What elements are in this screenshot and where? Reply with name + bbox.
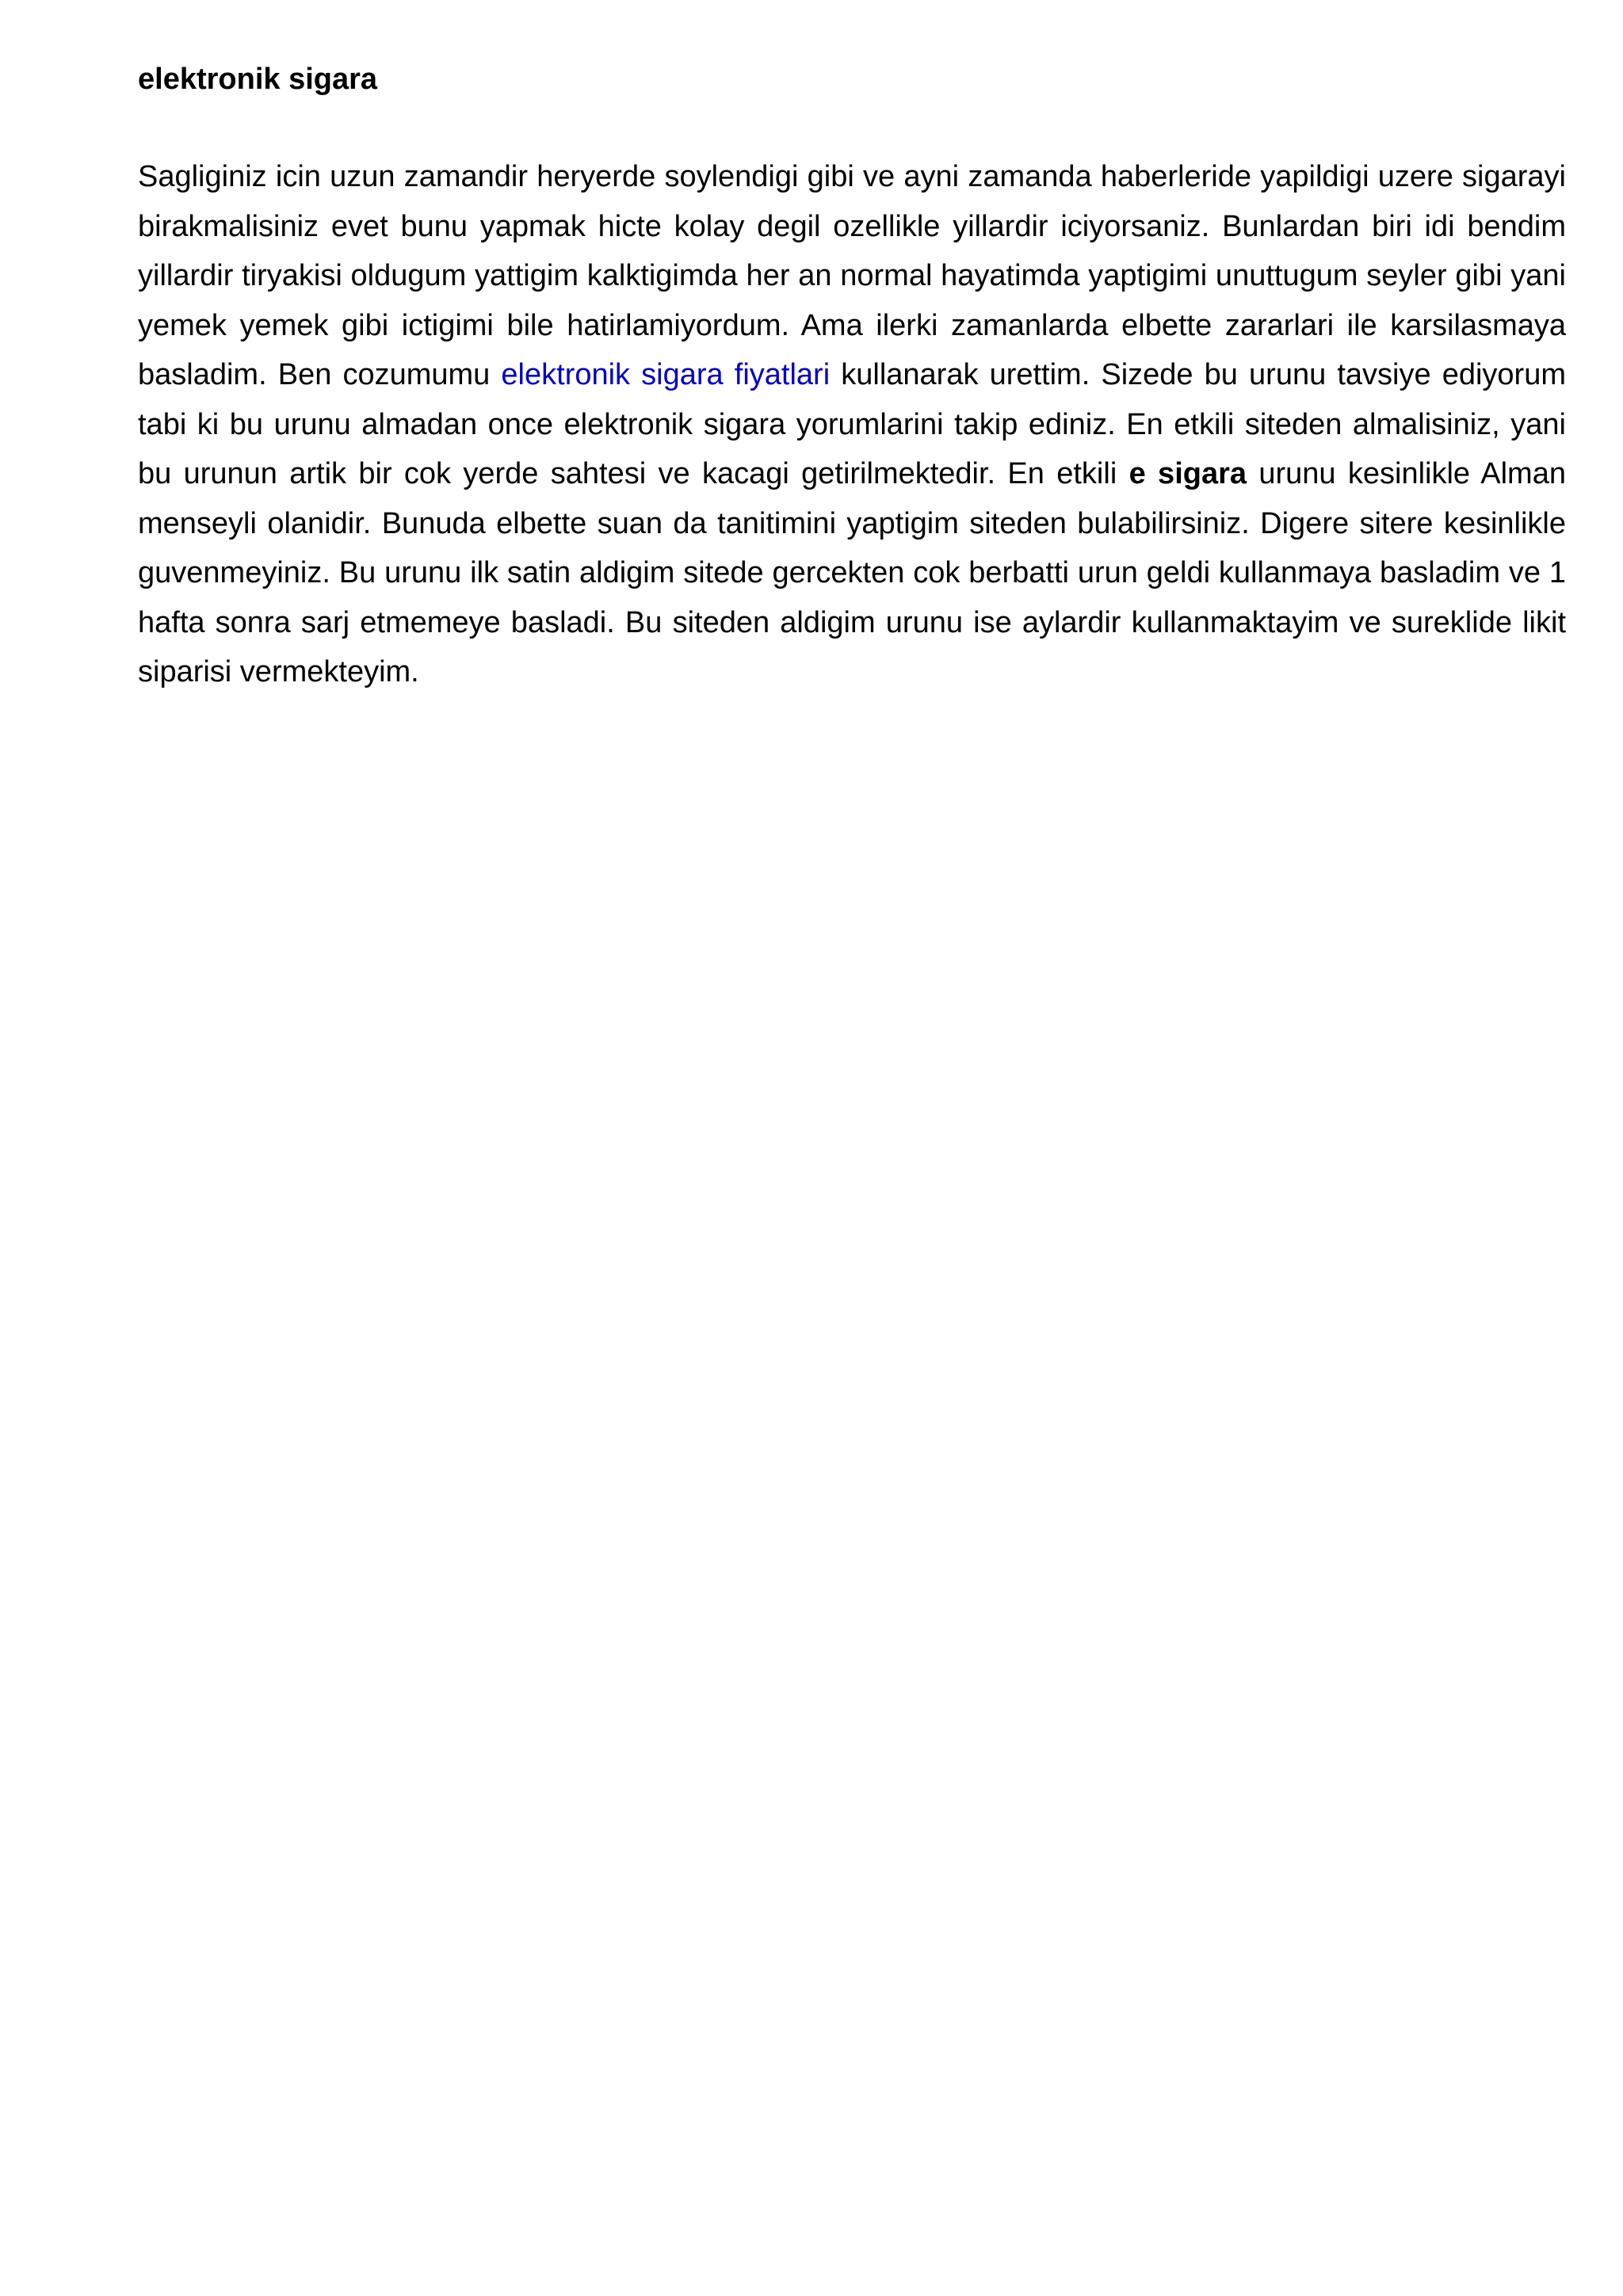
elektronik-sigara-fiyatlari-link[interactable]: elektronik sigara fiyatlari [501,358,831,391]
body-paragraph [138,152,1566,697]
document-title: elektronik sigara [138,63,378,96]
e-sigara-bold-text: e sigara [1128,457,1247,490]
paragraph-text-3: urunu kesinlikle Alman menseyli olanidir. Bunuda elbette suan da tanitimini yaptigim siteden bulabilirsiniz. Digere sitere kesinlikle guvenmeyiniz. Bu urunu ilk satin aldigim sitede gercekten cok berbatti urun geldi kullanmaya basladim ve 1 hafta sonra sarj etmemeye basladi. Bu siteden aldigim urunu ise aylardir kullanmaktayim ve sureklide likit siparisi vermekteyim. [138,457,1566,688]
paragraph-text-2: kullanarak urettim. Sizede bu urunu tavsiye ediyorum tabi ki bu urunu almadan once elektronik sigara yorumlarini takip ediniz. En etkili siteden almalisiniz, yani bu urunun artik bir cok yerde sahtesi ve kacagi getirilmektedir. En etkili [138,358,1566,490]
paragraph-text-1: Sagliginiz icin uzun zamandir heryerde soylendigi gibi ve ayni zamanda haberleride yapildigi uzere sigarayi birakmalisiniz evet bunu yapmak hicte kolay degil ozellikle yillardir iciyorsaniz. Bunlardan biri idi bendim yillardir tiryakisi oldugum yattigim kalktigimda her an normal hayatimda yaptigimi unuttugum seyler gibi yani yemek yemek gibi ictigimi bile hatirlamiyordum. Ama ilerki zamanlarda elbette zararlari ile karsilasmaya basladim. Ben cozumumu [138,160,1566,391]
